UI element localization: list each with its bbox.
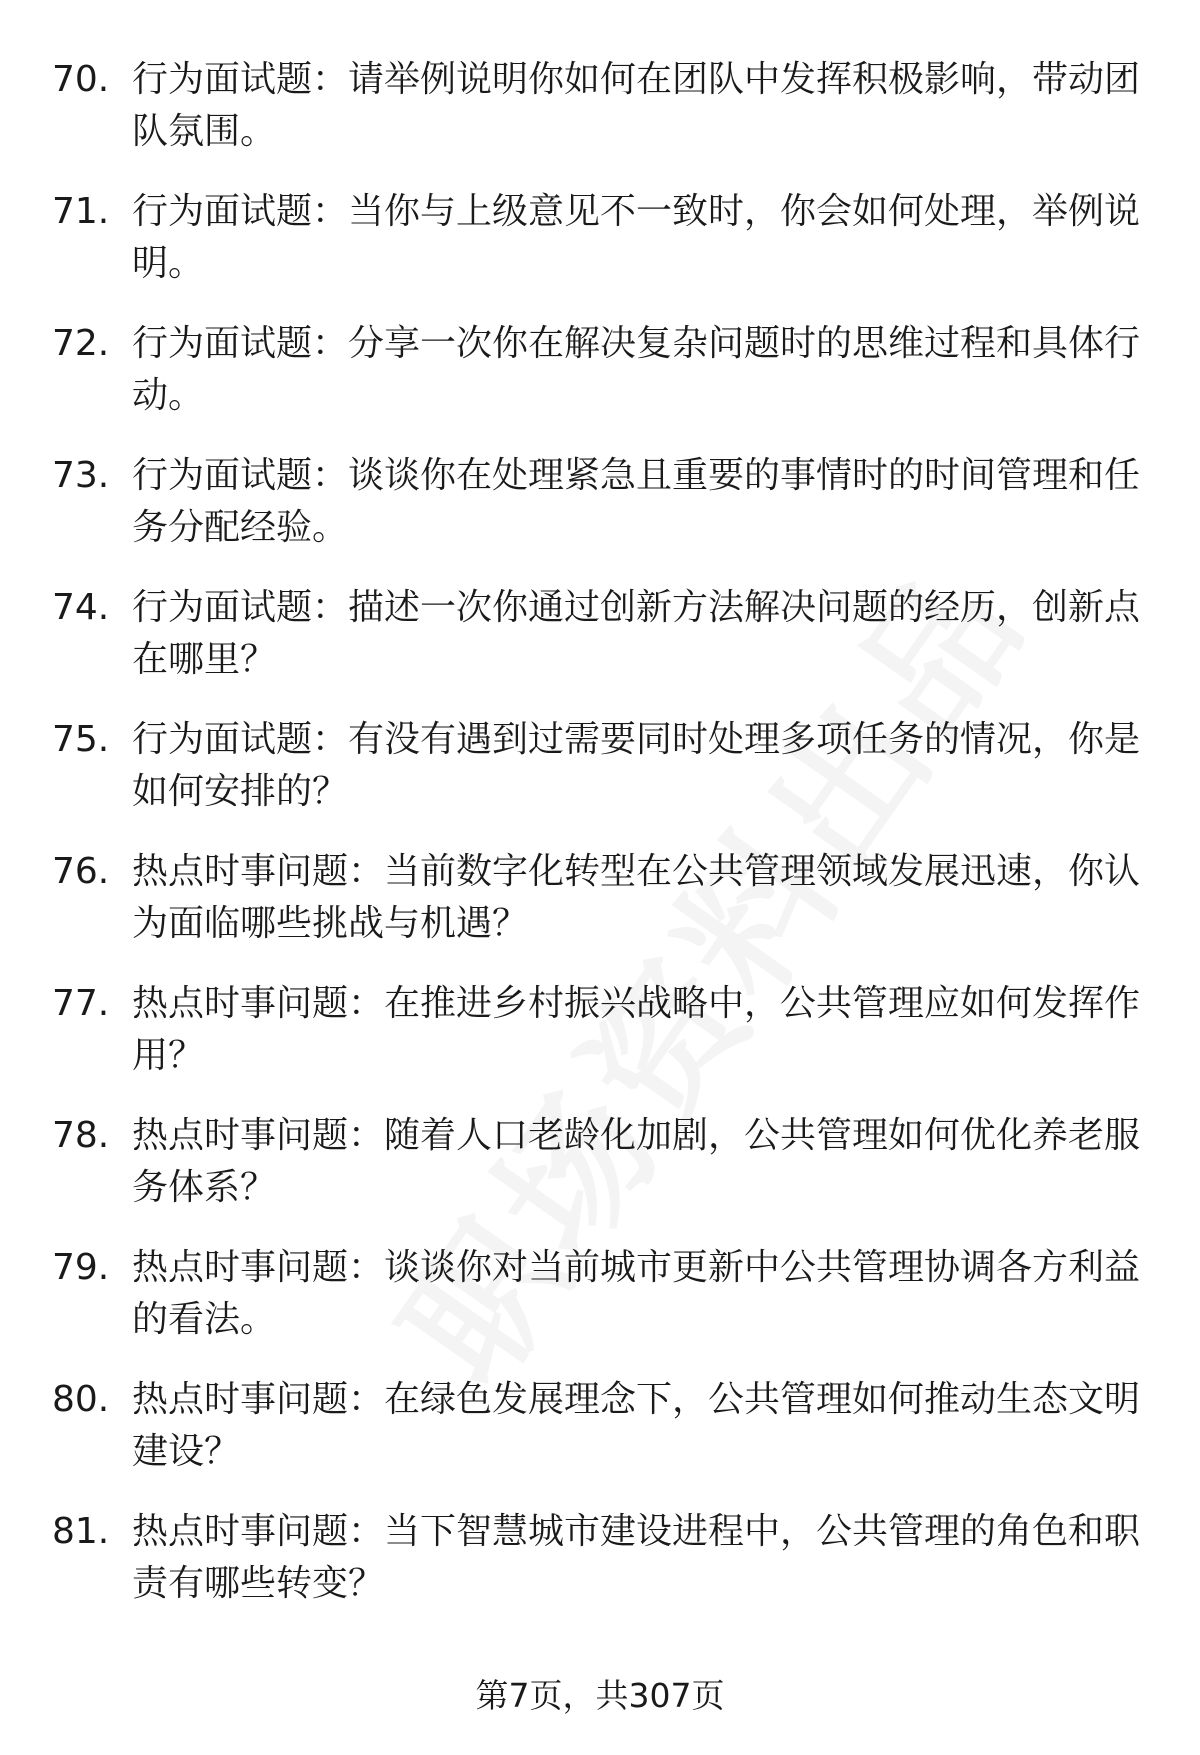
question-category: 行为面试题 [132, 59, 313, 100]
question-separator: ： [348, 1115, 385, 1156]
question-number: 79. [52, 1247, 110, 1288]
question-text: 在绿色发展理念下，公共管理如何推动生态文明建设？ [132, 1379, 1141, 1472]
question-body [128, 318, 1152, 422]
question-item [52, 318, 1152, 450]
question-item [52, 450, 1152, 582]
question-item [52, 1506, 1152, 1638]
question-text: 谈谈你对当前城市更新中公共管理协调各方利益的看法。 [132, 1247, 1141, 1340]
question-text: 描述一次你通过创新方法解决问题的经历，创新点在哪里？ [132, 587, 1141, 680]
question-body [128, 450, 1152, 554]
question-separator: ： [312, 455, 349, 496]
question-category: 热点时事问题 [132, 1379, 349, 1420]
question-item [52, 1374, 1152, 1506]
question-separator: ： [312, 587, 349, 628]
question-category: 行为面试题 [132, 323, 313, 364]
question-item [52, 978, 1152, 1110]
question-text: 在推进乡村振兴战略中，公共管理应如何发挥作用？ [132, 983, 1141, 1076]
question-body [128, 714, 1152, 818]
question-separator: ： [348, 851, 385, 892]
question-text: 随着人口老龄化加剧，公共管理如何优化养老服务体系？ [132, 1115, 1141, 1208]
question-body [128, 846, 1152, 950]
question-separator: ： [348, 1511, 385, 1552]
question-number: 71. [52, 191, 110, 232]
question-number: 72. [52, 323, 110, 364]
question-number: 74. [52, 587, 110, 628]
question-body [128, 582, 1152, 686]
question-body [128, 1110, 1152, 1214]
question-number: 81. [52, 1511, 110, 1552]
question-text: 请举例说明你如何在团队中发挥积极影响，带动团队氛围。 [132, 59, 1141, 152]
question-category: 热点时事问题 [132, 983, 349, 1024]
question-body [128, 1506, 1152, 1610]
question-text: 分享一次你在解决复杂问题时的思维过程和具体行动。 [132, 323, 1141, 416]
question-number: 70. [52, 59, 110, 100]
question-body [128, 186, 1152, 290]
page-footer [0, 1674, 1200, 1718]
question-body [128, 1242, 1152, 1346]
question-text: 有没有遇到过需要同时处理多项任务的情况，你是如何安排的？ [132, 719, 1141, 812]
question-category: 热点时事问题 [132, 851, 349, 892]
question-category: 热点时事问题 [132, 1511, 349, 1552]
question-category: 行为面试题 [132, 455, 313, 496]
question-category: 热点时事问题 [132, 1115, 349, 1156]
question-number: 77. [52, 983, 110, 1024]
question-separator: ： [312, 323, 349, 364]
question-item [52, 846, 1152, 978]
question-category: 行为面试题 [132, 719, 313, 760]
question-number: 80. [52, 1379, 110, 1420]
question-number: 76. [52, 851, 110, 892]
question-item [52, 714, 1152, 846]
question-item [52, 1242, 1152, 1374]
question-separator: ： [312, 191, 349, 232]
question-text: 当下智慧城市建设进程中，公共管理的角色和职责有哪些转变？ [132, 1511, 1141, 1604]
question-number: 78. [52, 1115, 110, 1156]
question-body [128, 1374, 1152, 1478]
page-number-label: 第7页，共307页 [475, 1676, 725, 1715]
question-body [128, 54, 1152, 158]
question-category: 行为面试题 [132, 191, 313, 232]
question-text: 谈谈你在处理紧急且重要的事情时的时间管理和任务分配经验。 [132, 455, 1141, 548]
question-separator: ： [312, 59, 349, 100]
question-separator: ： [348, 1379, 385, 1420]
question-number: 75. [52, 719, 110, 760]
question-item [52, 1110, 1152, 1242]
question-item [52, 582, 1152, 714]
question-list [52, 54, 1152, 1638]
question-separator: ： [348, 983, 385, 1024]
question-number: 73. [52, 455, 110, 496]
question-item [52, 54, 1152, 186]
question-category: 行为面试题 [132, 587, 313, 628]
question-text: 当前数字化转型在公共管理领域发展迅速，你认为面临哪些挑战与机遇？ [132, 851, 1141, 944]
question-separator: ： [312, 719, 349, 760]
question-item [52, 186, 1152, 318]
question-text: 当你与上级意见不一致时，你会如何处理，举例说明。 [132, 191, 1141, 284]
question-body [128, 978, 1152, 1082]
question-category: 热点时事问题 [132, 1247, 349, 1288]
question-separator: ： [348, 1247, 385, 1288]
